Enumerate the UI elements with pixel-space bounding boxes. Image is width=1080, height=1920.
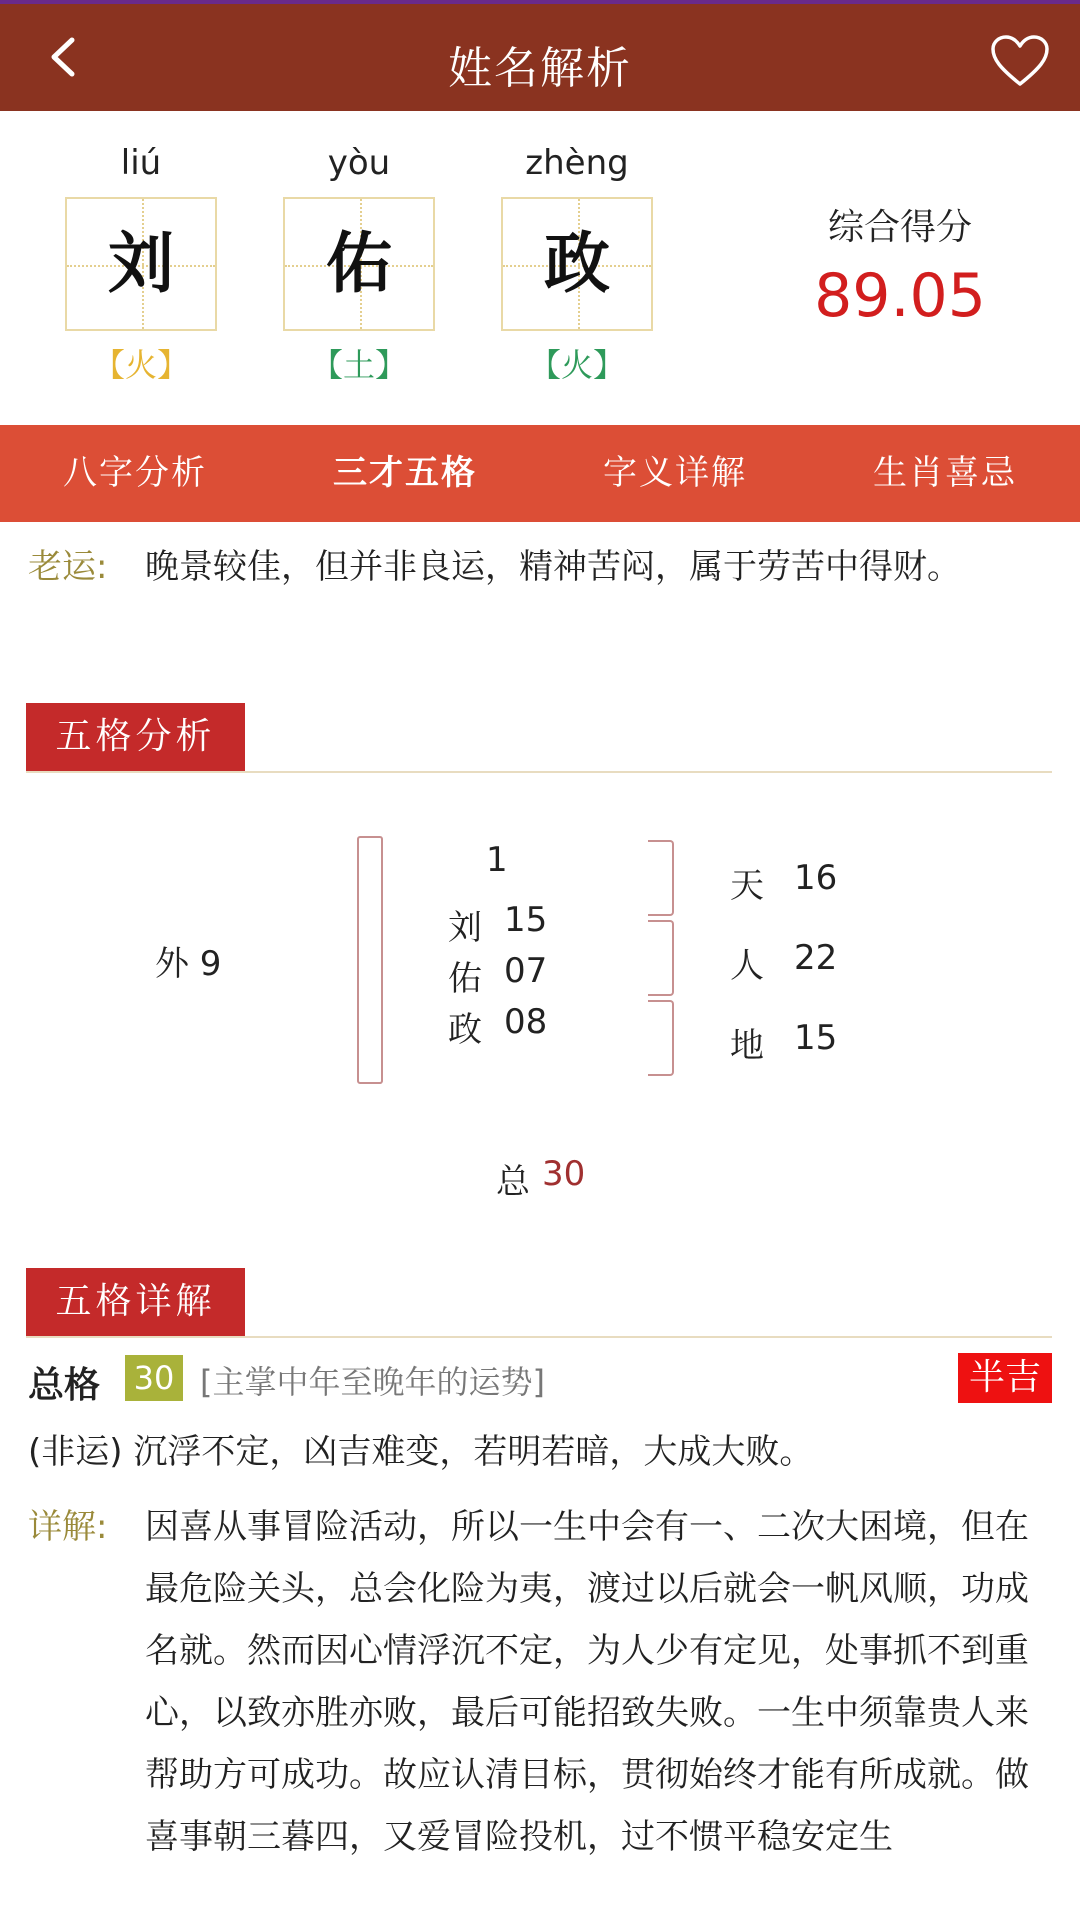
zongge-row bbox=[28, 1353, 1052, 1406]
top-app-bar bbox=[0, 0, 1080, 111]
element-label: 【土】 bbox=[310, 346, 407, 384]
score-label: 综合得分 bbox=[827, 207, 972, 248]
stroke-value: 15 bbox=[504, 900, 548, 940]
stroke-char: 政 bbox=[448, 1010, 482, 1050]
tab-shengxiao[interactable]: 生肖喜忌 bbox=[873, 453, 1017, 493]
grid-value: 22 bbox=[794, 938, 838, 978]
outer-bracket bbox=[357, 836, 383, 1084]
pinyin-text: yòu bbox=[327, 143, 391, 183]
name-char-3 bbox=[501, 141, 653, 385]
char-grid-box bbox=[501, 197, 653, 331]
top-stroke-number: 1 bbox=[486, 840, 508, 880]
xiangjie-label: 详解: bbox=[28, 1507, 108, 1547]
stroke-value: 08 bbox=[504, 1002, 548, 1042]
name-character: 刘 bbox=[108, 225, 174, 302]
analysis-tabs bbox=[0, 425, 1080, 522]
zongge-description: [主掌中年至晚年的运势] bbox=[200, 1363, 545, 1401]
pinyin-text: liú bbox=[120, 143, 162, 183]
zongge-number-badge: 30 bbox=[125, 1355, 183, 1401]
stroke-char: 刘 bbox=[448, 908, 482, 948]
zongge-label: 总格 bbox=[28, 1365, 101, 1406]
wuge-analysis-header bbox=[26, 703, 1052, 773]
tab-bazi[interactable]: 八字分析 bbox=[63, 453, 207, 493]
heart-outline-icon[interactable] bbox=[990, 34, 1050, 88]
page-title: 姓名解析 bbox=[448, 43, 632, 94]
section-title: 五格详解 bbox=[26, 1268, 245, 1336]
xiangjie-row bbox=[28, 1496, 1048, 1868]
fortune-badge: 半吉 bbox=[958, 1353, 1052, 1403]
stroke-value: 07 bbox=[504, 951, 548, 991]
score-value: 89.05 bbox=[814, 261, 986, 331]
ren-bracket bbox=[648, 920, 674, 996]
name-header bbox=[0, 111, 1080, 425]
lao-yun-text: 晚景较佳，但并非良运，精神苦闷，属于劳苦中得财。 bbox=[145, 547, 961, 587]
char-grid-box bbox=[65, 197, 217, 331]
lao-yun-label: 老运: bbox=[28, 547, 108, 587]
tab-ziyi[interactable]: 字义详解 bbox=[603, 453, 747, 493]
tian-bracket bbox=[648, 840, 674, 916]
grid-value: 15 bbox=[794, 1018, 838, 1058]
grid-value: 16 bbox=[794, 858, 838, 898]
wuge-detail-header bbox=[26, 1268, 1052, 1338]
name-character: 政 bbox=[544, 225, 610, 302]
stroke-char: 佑 bbox=[448, 959, 482, 999]
outer-grid: 外 9 bbox=[155, 944, 222, 984]
total-value: 30 bbox=[542, 1154, 586, 1194]
grid-label: 天 bbox=[730, 866, 764, 906]
total-label: 总 bbox=[496, 1162, 530, 1202]
tab-sancai-wuge[interactable]: 三才五格 bbox=[333, 453, 477, 493]
name-char-2 bbox=[283, 141, 435, 385]
char-grid-box bbox=[283, 197, 435, 331]
xiangjie-text: 因喜从事冒险活动，所以一生中会有一、二次大困境，但在最危险关头，总会化险为夷，渡过以后就会一帆风顺，功成名就。然而因心情浮沉不定，为人少有定见，处事抓不到重心，以致亦胜亦败，最后可能招致失败。一生中须靠贵人来帮助方可成功。故应认清目标，贯彻始终才能有所成就。做喜事朝三暮四，又爱冒险投机，过不惯平稳安定生 bbox=[145, 1507, 1029, 1857]
feiyun-text: (非运) 沉浮不定，凶吉难变，若明若暗，大成大败。 bbox=[28, 1432, 814, 1472]
pinyin-text: zhèng bbox=[525, 143, 629, 183]
lao-yun-row bbox=[28, 536, 1048, 598]
element-label: 【火】 bbox=[528, 346, 625, 384]
name-character: 佑 bbox=[326, 225, 392, 302]
di-bracket bbox=[648, 1000, 674, 1076]
element-label: 【火】 bbox=[92, 346, 189, 384]
name-char-1 bbox=[65, 141, 217, 385]
wuge-diagram bbox=[0, 820, 1080, 1220]
section-title: 五格分析 bbox=[26, 703, 245, 771]
grid-label: 地 bbox=[730, 1026, 764, 1066]
grid-label: 人 bbox=[730, 946, 764, 986]
